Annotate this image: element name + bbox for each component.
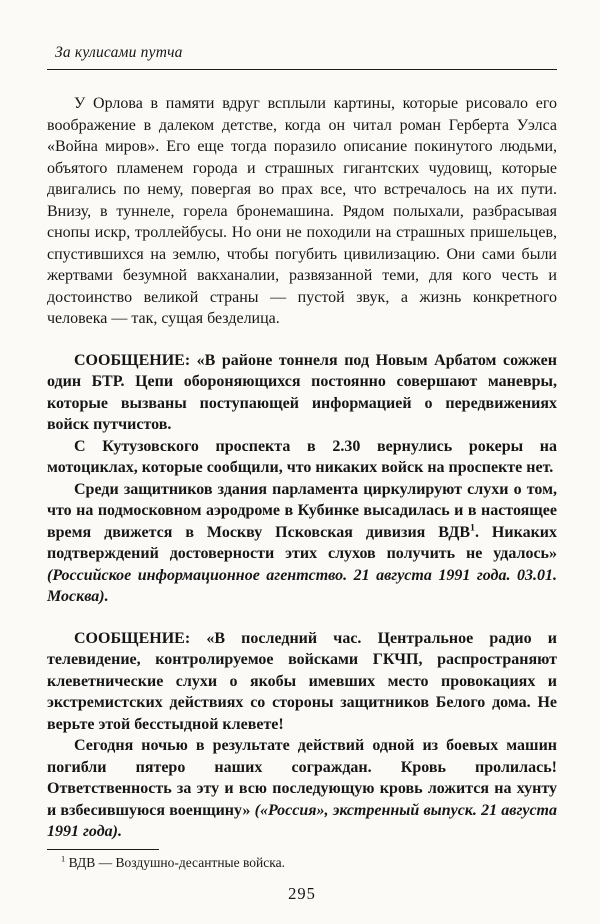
footnote-text bbox=[47, 854, 557, 872]
message1-p3-text-continued: . Никаких подтверждений достоверности этих слухов получить не удалось» bbox=[47, 523, 558, 562]
message2-p2-text: Сегодня ночью в результате действий одной из боевых машин погибли пятеро наших сограждан. Кровь пролилась! Ответственность за эту и всю последующую кровь ложится на хунту и взбесившуюся военщину» bbox=[47, 737, 557, 819]
footnote-area bbox=[47, 843, 557, 872]
footnote-marker: 1 bbox=[61, 854, 66, 863]
message2-paragraph-1: СООБЩЕНИЕ: «В последний час. Центральное радио и телевидение, контролируемое войсками ГКЧП, распространяют клеветнические слухи о якобы имевших место провокациях и экстремистских действиях со стороны защитников Белого дома. Не верьте этой бесстыдной клевете! bbox=[47, 629, 557, 733]
page-number: 295 bbox=[288, 883, 316, 903]
page-content bbox=[47, 93, 557, 843]
message1-paragraph-1: СООБЩЕНИЕ: «В районе тоннеля под Новым Арбатом сожжен один БТР. Цепи обороняющихся постоянно совершают маневры, которые вызваны поступающей информацией о передвижениях войск путчистов. bbox=[47, 351, 557, 433]
message2-source-citation: («Россия», экстренный выпуск. 21 августа 1991 года). bbox=[47, 801, 557, 840]
narrative-paragraph: У Орлова в памяти вдруг всплыли картины, которые рисовало его воображение в далеком детстве, когда он читал роман Герберта Уэлса «Война миров». Его еще тогда поразило описание покинутого людьми, объятого пламенем города и страшных гигантских чудовищ, которые двигались по нему, повергая во прах все, что встречалось на их пути. Внизу, в туннеле, горела бронемашина. Рядом полыхали, разбрасывая снопы искр, троллейбусы. Но они не походили на страшных пришельцев, спустившихся на землю, чтобы погубить цивилизацию. Они сами были жертвами безумной вакханалии, развязанной теми, для кого честь и достоинство великой страны — пустой звук, а жизнь конкретного человека — так, сущая безделица. bbox=[47, 95, 557, 327]
running-header-title: За кулисами путча bbox=[55, 44, 183, 61]
message1-source-citation: (Российское информационное агентство. 21 августа 1991 года. 03.01. Москва). bbox=[47, 566, 557, 605]
footnote-body: ВДВ — Воздушно-десантные войска. bbox=[65, 854, 285, 870]
message2-paragraph-2 bbox=[47, 735, 557, 843]
message1-paragraph-3 bbox=[47, 479, 557, 608]
footnote-reference-marker: 1 bbox=[470, 522, 475, 534]
message1-paragraph-2: С Кутузовского проспекта в 2.30 вернулись рокеры на мотоциклах, которые сообщили, что никаких войск на проспекте нет. bbox=[47, 437, 557, 476]
message-block-1 bbox=[47, 350, 557, 608]
footnote-separator-rule bbox=[47, 849, 159, 850]
message-block-2 bbox=[47, 628, 557, 843]
running-header bbox=[47, 44, 557, 70]
message1-p3-text: Среди защитников здания парламента циркулируют слухи о том, что на подмосковном аэродроме в Кубинке высадилась и в настоящее время движется в Москву Псковская дивизия ВДВ bbox=[47, 480, 557, 541]
